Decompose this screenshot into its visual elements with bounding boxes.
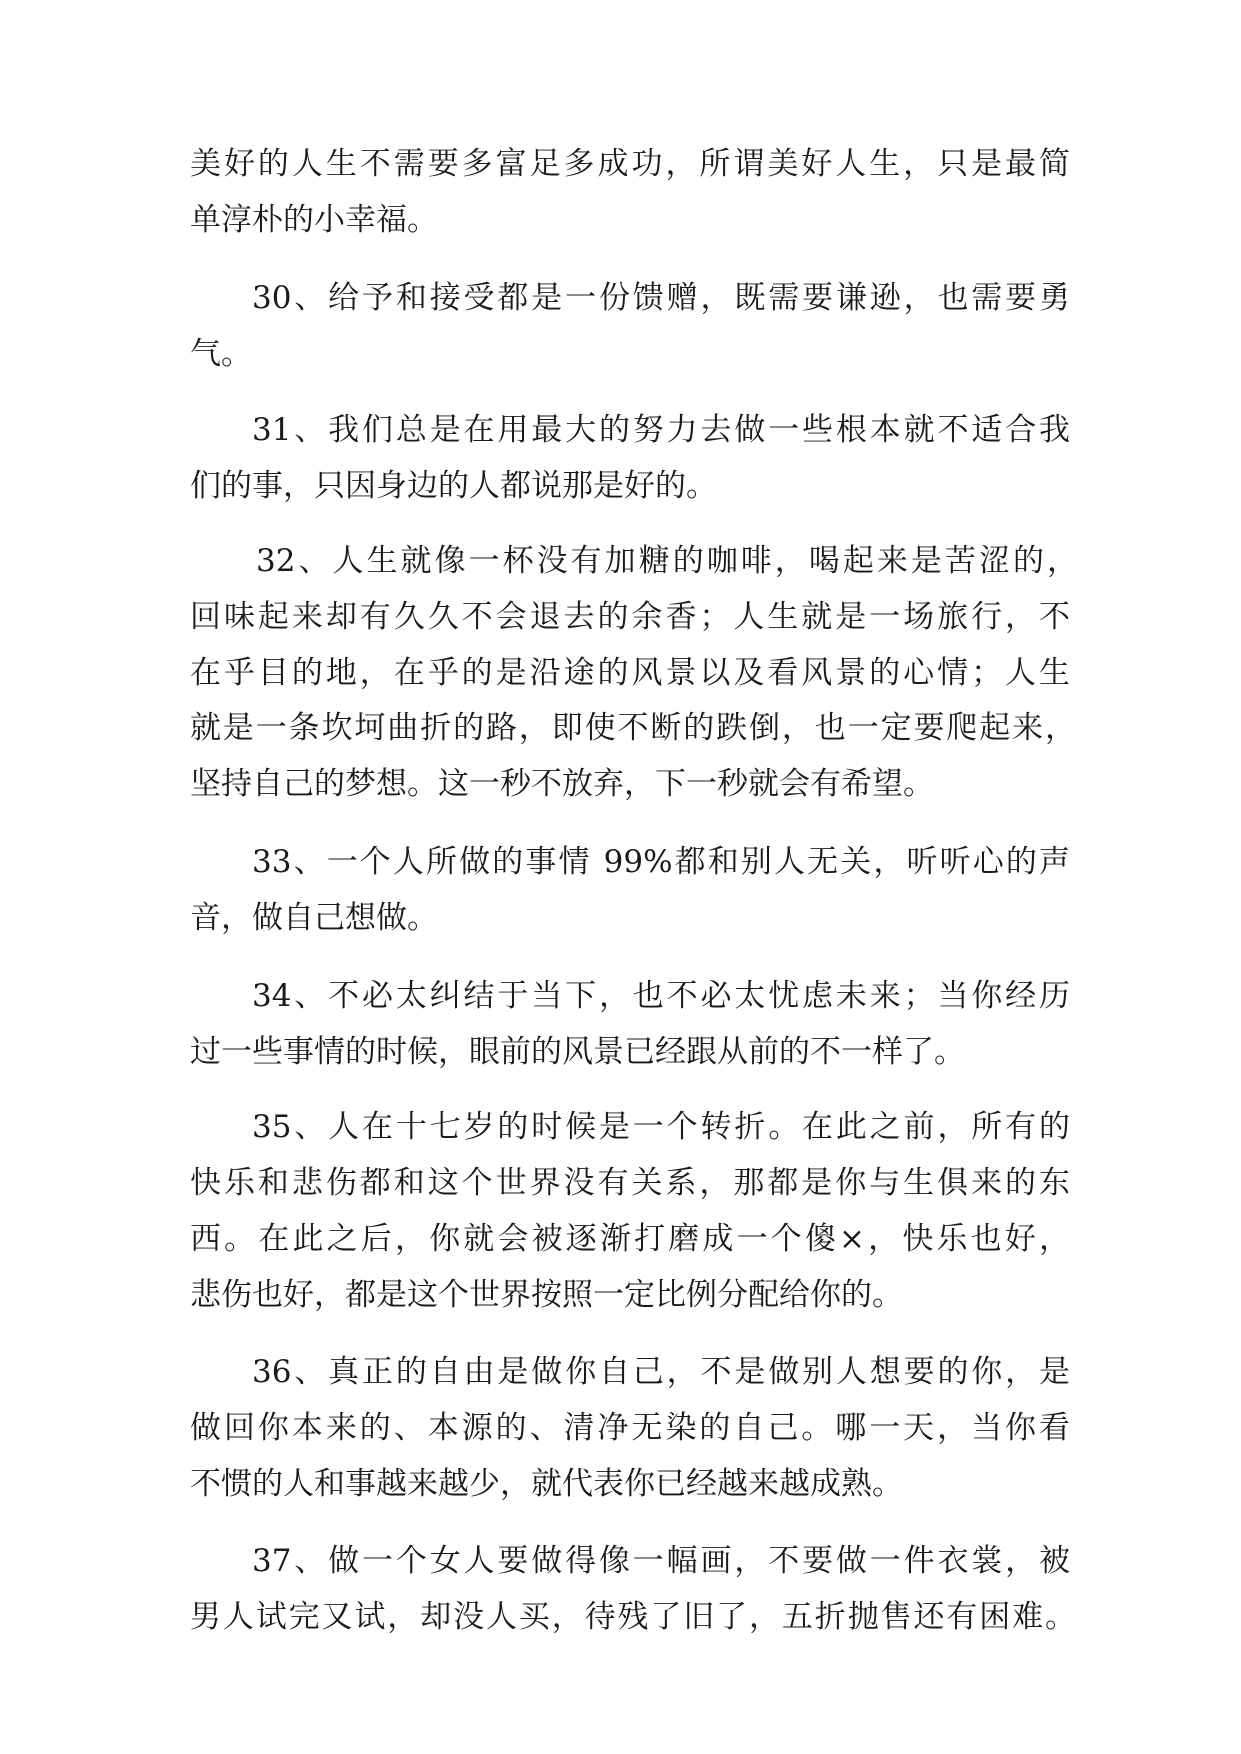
text-line: 不惯的人和事越来越少，就代表你已经越来越成熟。 [190, 1466, 903, 1502]
text-line: 过一些事情的时候，眼前的风景已经跟从前的不一样了。 [190, 1034, 965, 1070]
paragraph-35-line: 35、人在十七岁的时候是一个转折。在此之前，所有的 [252, 1109, 1070, 1145]
text-line: 就是一条坎坷曲折的路，即使不断的跌倒，也一定要爬起来， [190, 710, 1076, 746]
paragraph-36-line: 36、真正的自由是做你自己，不是做别人想要的你，是 [252, 1354, 1070, 1390]
text-line: 坚持自己的梦想。这一秒不放弃，下一秒就会有希望。 [190, 766, 934, 802]
paragraph-30-line: 30、给予和接受都是一份馈赠，既需要谦逊，也需要勇 [252, 280, 1070, 316]
text-line: 美好的人生不需要多富足多成功，所谓美好人生，只是最简 [190, 146, 1070, 182]
text-line: 在乎目的地，在乎的是沿途的风景以及看风景的心情；人生 [190, 655, 1070, 691]
paragraph-33-line: 33、一个人所做的事情 99%都和别人无关，听听心的声 [252, 844, 1070, 880]
text-line: 做回你本来的、本源的、清净无染的自己。哪一天，当你看 [190, 1410, 1070, 1446]
text-line: 们的事，只因身边的人都说那是好的。 [190, 468, 717, 504]
text-line: 悲伤也好，都是这个世界按照一定比例分配给你的。 [190, 1277, 903, 1313]
text-line: 气。 [190, 336, 252, 372]
text-line: 西。在此之后，你就会被逐渐打磨成一个傻×，快乐也好， [190, 1221, 1070, 1257]
paragraph-32-line: 32、人生就像一杯没有加糖的咖啡，喝起来是苦涩的， [256, 543, 1078, 579]
text-line: 回味起来却有久久不会退去的余香；人生就是一场旅行，不 [190, 599, 1070, 635]
paragraph-31-line: 31、我们总是在用最大的努力去做一些根本就不适合我 [252, 412, 1070, 448]
text-line: 单淳朴的小幸福。 [190, 202, 438, 238]
text-line: 快乐和悲伤都和这个世界没有关系，那都是你与生俱来的东 [190, 1165, 1070, 1201]
paragraph-34-line: 34、不必太纠结于当下，也不必太忧虑未来；当你经历 [252, 978, 1070, 1014]
text-line: 音，做自己想做。 [190, 900, 438, 936]
paragraph-37-line: 37、做一个女人要做得像一幅画，不要做一件衣裳，被 [252, 1543, 1070, 1579]
text-line: 男人试完又试，却没人买，待残了旧了，五折抛售还有困难。 [190, 1599, 1076, 1635]
